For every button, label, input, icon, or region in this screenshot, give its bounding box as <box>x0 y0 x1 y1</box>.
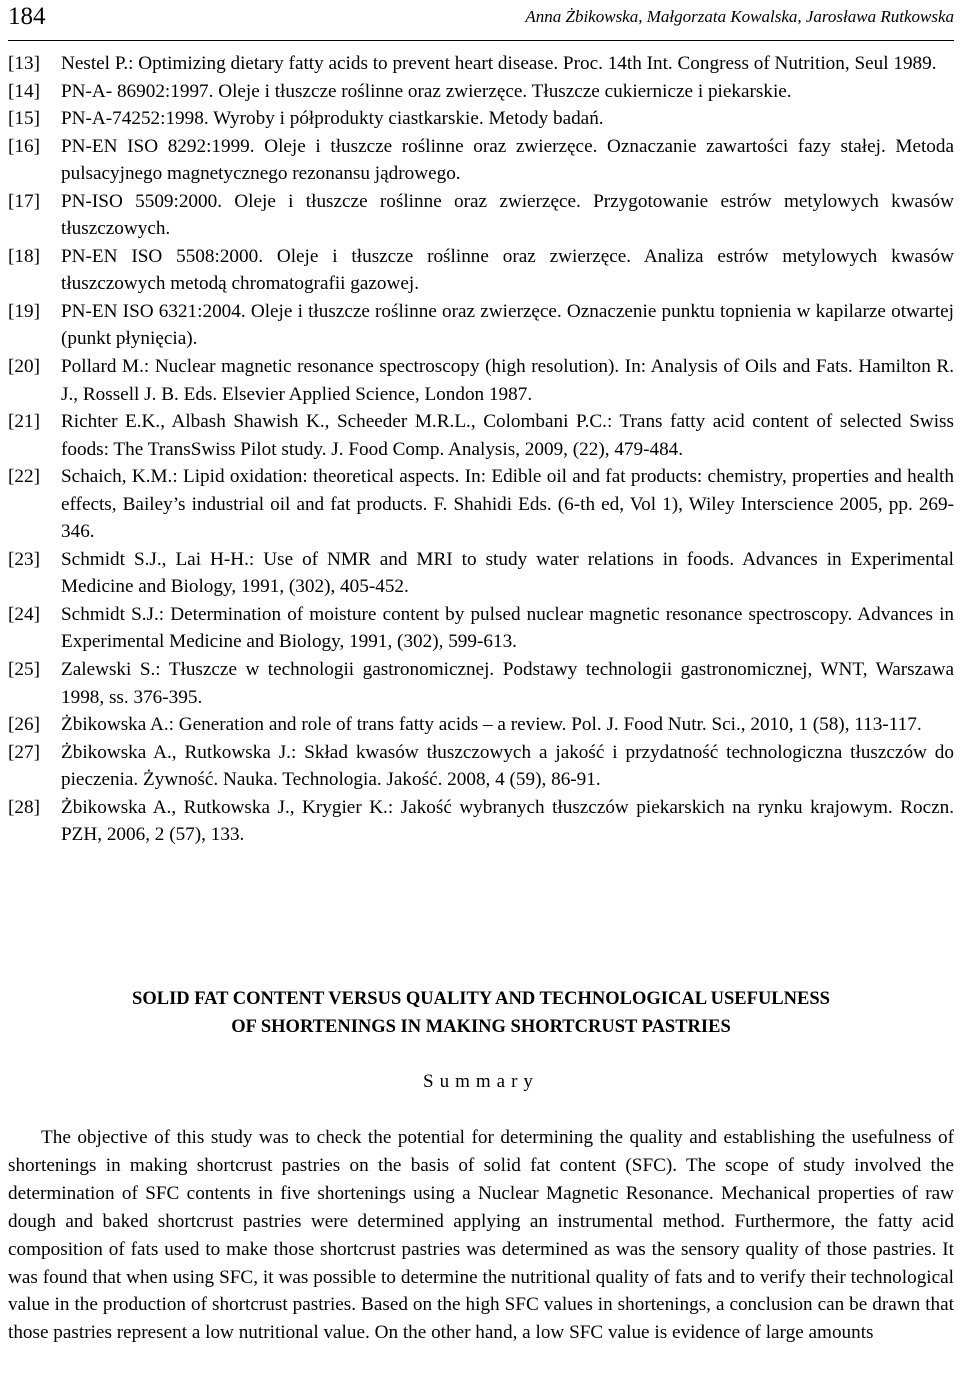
reference-text: Zalewski S.: Tłuszcze w technologii gastronomicznej. Podstawy technologii gastronomicznej, WNT, Warszawa 1998, ss. 376-395. <box>61 659 954 708</box>
english-title-line-2: OF SHORTENINGS IN MAKING SHORTCRUST PASTRIES <box>231 1017 731 1037</box>
reference-text: Schaich, K.M.: Lipid oxidation: theoretical aspects. In: Edible oil and fat products: chemistry, properties and health effects, Bailey’s industrial oil and fat products. F. Shahidi Eds. (6-th ed, Vol 1), Wiley Interscience 2005, pp. 269-346. <box>61 466 954 543</box>
reference-number: [19] <box>8 300 40 322</box>
reference-number: [25] <box>8 659 40 681</box>
reference-number: [26] <box>8 714 40 736</box>
reference-number: [21] <box>8 411 40 433</box>
reference-item <box>8 78 954 106</box>
reference-text: Pollard M.: Nuclear magnetic resonance spectroscopy (high resolution). In: Analysis of Oils and Fats. Hamilton R. J., Rossell J. B. Eds. Elsevier Applied Science, London 1987. <box>61 356 954 405</box>
reference-item <box>8 739 954 794</box>
reference-number: [15] <box>8 108 40 130</box>
reference-item <box>8 105 954 133</box>
page-number: 184 <box>8 3 46 30</box>
reference-item <box>8 353 954 408</box>
reference-text: Żbikowska A., Rutkowska J.: Skład kwasów tłuszczowych a jakość i przydatność technologiczna tłuszczów do pieczenia. Żywność. Nauka. Technologia. Jakość. 2008, 4 (59), 86-91. <box>61 741 954 791</box>
reference-item <box>8 298 954 353</box>
reference-item <box>8 794 954 849</box>
reference-text: Schmidt S.J., Lai H-H.: Use of NMR and MRI to study water relations in foods. Advances in Experimental Medicine and Biology, 1991, (302), 405-452. <box>61 548 954 598</box>
reference-number: [22] <box>8 466 40 488</box>
reference-number: [16] <box>8 135 40 157</box>
reference-item <box>8 188 954 243</box>
running-head: Anna Żbikowska, Małgorzata Kowalska, Jarosława Rutkowska <box>525 7 954 26</box>
reference-text: Richter E.K., Albash Shawish K., Scheeder M.R.L., Colombani P.C.: Trans fatty acid content of selected Swiss foods: The TransSwiss Pilot study. J. Food Comp. Analysis, 2009, (22), 479-484. <box>61 411 954 460</box>
reference-list <box>8 50 954 849</box>
summary-paragraph: The objective of this study was to check the potential for determining the quality and establishing the usefulness of shortenings in making shortcrust pastries on the basis of solid fat content (SFC). The scope of study involved the determination of SFC contents in five shortenings using a Nuclear Magnetic Resonance. Mechanical properties of raw dough and baked shortcrust pastries were determined applying an instrumental method. Furthermore, the fatty acid composition of fats used to make those shortcrust pastries was determined as was the sensory quality of those pastries. It was found that when using SFC, it was possible to determine the nutritional quality of fats and to verify their technological value in the production of shortcrust pastries. Based on the high SFC values in shortenings, a conclusion can be drawn that those pastries represent a low nutritional value. On the other hand, a low SFC value is evidence of large amounts <box>8 1127 954 1344</box>
reference-item <box>8 711 954 739</box>
reference-item <box>8 408 954 463</box>
reference-number: [17] <box>8 190 40 212</box>
reference-item <box>8 50 954 78</box>
reference-text: PN-EN ISO 8292:1999. Oleje i tłuszcze roślinne oraz zwierzęce. Oznaczanie zawartości fazy stałej. Metoda pulsacyjnego magnetycznego rezonansu jądrowego. <box>61 135 954 185</box>
reference-item <box>8 463 954 546</box>
reference-text: PN-EN ISO 6321:2004. Oleje i tłuszcze roślinne oraz zwierzęce. Oznaczenie punktu topnienia w kapilarze otwartej (punkt płynięcia). <box>61 300 954 350</box>
reference-number: [18] <box>8 245 40 267</box>
reference-item <box>8 656 954 711</box>
reference-number: [14] <box>8 80 40 102</box>
reference-text: PN-EN ISO 5508:2000. Oleje i tłuszcze roślinne oraz zwierzęce. Analiza estrów metylowych kwasów tłuszczowych metodą chromatografii gazowej. <box>61 245 954 295</box>
reference-number: [20] <box>8 356 40 378</box>
reference-number: [27] <box>8 741 40 763</box>
reference-number: [13] <box>8 53 40 74</box>
reference-text: Schmidt S.J.: Determination of moisture content by pulsed nuclear magnetic resonance spectroscopy. Advances in Experimental Medicine and Biology, 1991, (302), 599-613. <box>61 603 954 653</box>
reference-text: PN-ISO 5509:2000. Oleje i tłuszcze roślinne oraz zwierzęce. Przygotowanie estrów metylowych kwasów tłuszczowych. <box>61 190 954 240</box>
reference-text: Nestel P.: Optimizing dietary fatty acids to prevent heart disease. Proc. 14th Int. Congress of Nutrition, Seul 1989. <box>61 53 937 74</box>
reference-number: [23] <box>8 548 40 570</box>
summary-heading: Summary <box>423 1071 539 1092</box>
reference-text: Żbikowska A., Rutkowska J., Krygier K.: Jakość wybranych tłuszczów piekarskich na rynku krajowym. Roczn. PZH, 2006, 2 (57), 133. <box>61 796 954 846</box>
reference-number: [24] <box>8 603 40 625</box>
reference-item <box>8 133 954 188</box>
reference-item <box>8 601 954 656</box>
reference-text: PN-A-74252:1998. Wyroby i półprodukty ciastkarskie. Metody badań. <box>61 108 604 130</box>
page-header <box>8 0 954 40</box>
english-title-line-1: SOLID FAT CONTENT VERSUS QUALITY AND TECHNOLOGICAL USEFULNESS <box>132 989 830 1009</box>
header-rule <box>8 40 954 41</box>
reference-item <box>8 243 954 298</box>
reference-text: PN-A- 86902:1997. Oleje i tłuszcze roślinne oraz zwierzęce. Tłuszcze cukiernicze i piekarskie. <box>61 80 792 102</box>
reference-text: Żbikowska A.: Generation and role of trans fatty acids – a review. Pol. J. Food Nutr. Sci., 2010, 1 (58), 113-117. <box>61 714 922 736</box>
reference-item <box>8 546 954 601</box>
english-title <box>8 985 954 1041</box>
reference-number: [28] <box>8 796 40 818</box>
